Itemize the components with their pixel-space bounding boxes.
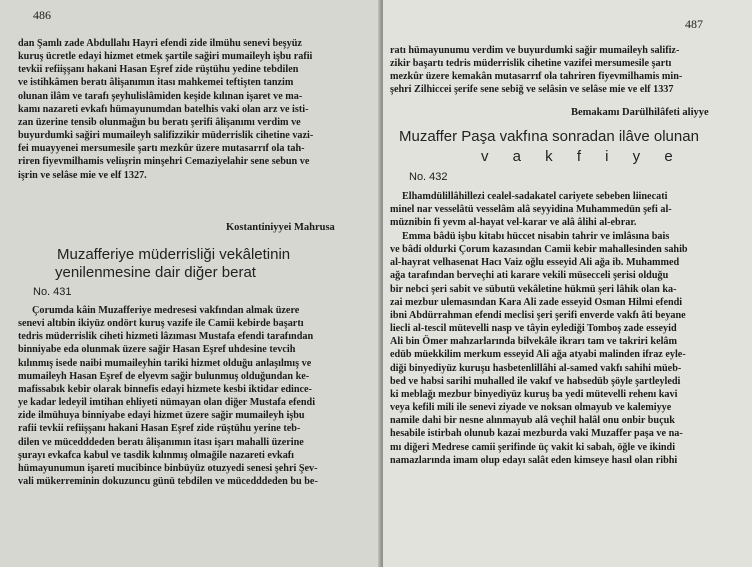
text-line: olunan ilâm ve tarafı şeyhulislâmiden keşide kılınan işaret ve ma- [18,90,303,102]
text-line: mafissabık kebir olarak binnefis edayi hizmete kesbi iktidar edince- [18,383,312,395]
text-line: ve bâdi oldurki Çorum kazasından Camii kebir mahallesinden sahib [390,244,688,256]
text-line: mezkûr üzere kemakân mutasarrıf ola tahriren fiyevmilhamis min- [390,71,683,83]
text-line: ki meblağı mezbur binyediyüz kuruş ba yedi mütevelli rehenı kavi [390,388,678,400]
text-line: hümayunumun işareti mucibince binbüyüz otuzyedi senesi şehri Şev- [18,462,318,474]
text-line: şurayı evkafca kabul ve tasdik kılınmış olmağile nazareti evkafı [18,449,295,461]
text-line: işrin ve selâse mie ve elf 1327. [18,169,147,181]
text-line: riren fiyevmilhamis veliışrin minşehri Cemaziyelahir sene sebun ve [18,156,310,168]
text-line: kuruş ücretle edayi hizmet etmek şartile sağiri mumaileyh işbu rafii [18,51,313,63]
text-line: diği binyediyüz kuruşu hasbetenlillâhi al-samed vakfı sahihi müeb- [390,362,682,374]
text-line: zai mezbur ulemasından Kara Ali zade esseyid Osman Hilmi efendi [390,296,683,308]
text-line: şehri Zilhiccei şerife sene sebiğ ve selâsin ve selâse mie ve elf 1337 [390,84,674,96]
document-number-right: No. 432 [409,171,448,183]
text-line: kılınmış isede naibi mumaileyhin tariki hizmet olduğu anlaşılmış ve [18,357,312,369]
text-line: zan üzerine tensib olunmağın bu beratı şerifi âlişanımı verdim ve [18,116,301,128]
signature-right: Bemakamı Darülhilâfeti aliyye [571,107,709,118]
text-line: fei muayyenei mersumesile şartı mezkûr üzere mutasarrıf ola tah- [18,143,305,155]
heading-line: yenilenmesine dair diğer berat [55,264,256,281]
right-paragraph-3 [390,230,726,467]
text-line: mumaileyh Hasan Eşref de elyevm sağir bulunmuş olduğundan ke- [18,370,310,382]
text-line: hesabile istirbah olunub kazai mezburda vaki Muzaffer paşa ve na- [390,428,683,440]
text-line: dan Şamlı zade Abdullahı Hayri efendi zide ilmühu senevi beşyüz [18,38,302,49]
document-number-left: No. 431 [33,286,72,298]
left-paragraph-1 [18,37,374,182]
text-line: ibni Abdürrahman efendi meclisi şeri şerifi enverde vakfı âti beyane [390,309,686,321]
text-line: ye kadar ledeyil imtihan ehliyeti nümayan olan diğer Mustafa efendi [18,397,316,409]
section-heading-right-2: v a k f i y e [481,148,683,165]
text-line: ratı hümayunumu verdim ve buyurdumki sağir mumaileyh salifiz- [390,45,680,56]
text-line: vali mükerreminin dokuzuncu günü tebdilen ve mücedddeden bu be- [18,476,318,488]
text-line: namile dahi bir nesne alınmayub alâ veçhil halâl onu onbir buçuk [390,415,675,427]
text-line: ve istihkâmen beratı âlişanımın itası mahkemei teftişten tanzim [18,77,294,89]
text-line: mı diğeri Medrese camii şerifinde üç vakit ki sabah, öğle ve ikindi [390,441,676,453]
page-number-left: 486 [33,8,51,22]
page-number-right: 487 [685,17,703,31]
text-line: bir nebci şeri sabit ve sübutü vekâletine hükmü şeri lâhik olan ka- [390,283,677,295]
text-line: al-hayrat velhasenat Hacı Vaiz oğlu esseyid Ali ağa ib. Muhammed [390,257,680,269]
text-line: müznibin fi yevm al-hayat vel-karar ve alâ âlihi al-ebrar. [390,217,637,229]
heading-line: Muzafferiye müderrisliği vekâletinin [57,246,291,263]
text-line: liecli al-tescil mütevelli nasp ve tâyin eylediği Tomboş zade esseyid [390,323,677,335]
text-line: binniyabe eda olunmak üzere sağir Hasan Eşref uhdesine tevcih [18,344,296,356]
text-line: tedris müderrislik ciheti hizmeti lâzıması Mustafa efendi tarafından [18,331,314,343]
text-line: Ali bin Ömer mahzarlarında bilvekâle ikrarı tam ve takriri kelâm [390,336,678,348]
text-line: ağa tarafından berveçhi ati karare vekili müsecceli şerisi olduğu [390,270,669,282]
text-line: veya kefili mili ile senevi ziyade ve noksan olmayub ve kalemiyye [390,402,672,414]
text-line: zikir başartı tedris müderrislik cihetine vazifei mersumesile şartı [390,58,672,70]
right-page [383,0,752,567]
section-heading-right: Muzaffer Paşa vakfına sonradan ilâve olunan [399,128,699,145]
text-line: minel nar vesselâtü vesselâm alâ seyyidina Muhammedün şefi al- [390,204,672,216]
text-line: tevkii refiişşanı hakani Hasan Eşref zide rüştühu yedine tebdilen [18,64,299,76]
text-line: rafii tevkii refiişşanı hakani Hasan Eşref zide rüştühu yerine teb- [18,423,301,435]
text-line: edüb müekkilim merkum esseyid Ali ağa atyabi malinden ifraz eyle- [390,349,686,361]
text-line: kamı nazareti evkafı hümayunumdan batelhis vaki olan arz ve isti- [18,103,309,115]
text-line: Emma bâdü işbu kitabı hüccet nisabin tahrir ve imlâsına bais [402,231,670,242]
right-paragraph-2 [390,190,726,229]
text-line: dilen ve mücedddeden beratı âlişanımın itası işarı mahalli üzerine [18,436,304,448]
text-line: Elhamdülillâhillezi cealel-sadakatel cariyete sebeben liinecati [402,191,668,202]
text-line: Çorumda kâin Muzafferiye medresesi vakfından almak üzere [32,305,300,316]
text-line: zide ilmühuya binniyabe edayi hizmet üzere sağir mumaileyh işbu [18,410,305,422]
text-line: bed ve habsi sarihi muhalled ile vakıf ve habsedüb şöyle şartleyledi [390,375,681,387]
text-line: senevi altıbin ikiyüz ondört kuruş vazife ile Camii kebirde başartı [18,318,304,330]
left-paragraph-2 [18,304,374,488]
text-line: buyurdumki sağiri mumaileyh salifizzikir müderrislik cihetine vazi- [18,130,314,142]
section-heading-left [55,246,290,282]
signature-left: Kostantiniyyei Mahrusa [226,222,335,233]
text-line: namazlarında imam olup edayı salât eden kimseye hasıl olan ribhi [390,454,678,466]
right-paragraph-1 [390,44,726,97]
